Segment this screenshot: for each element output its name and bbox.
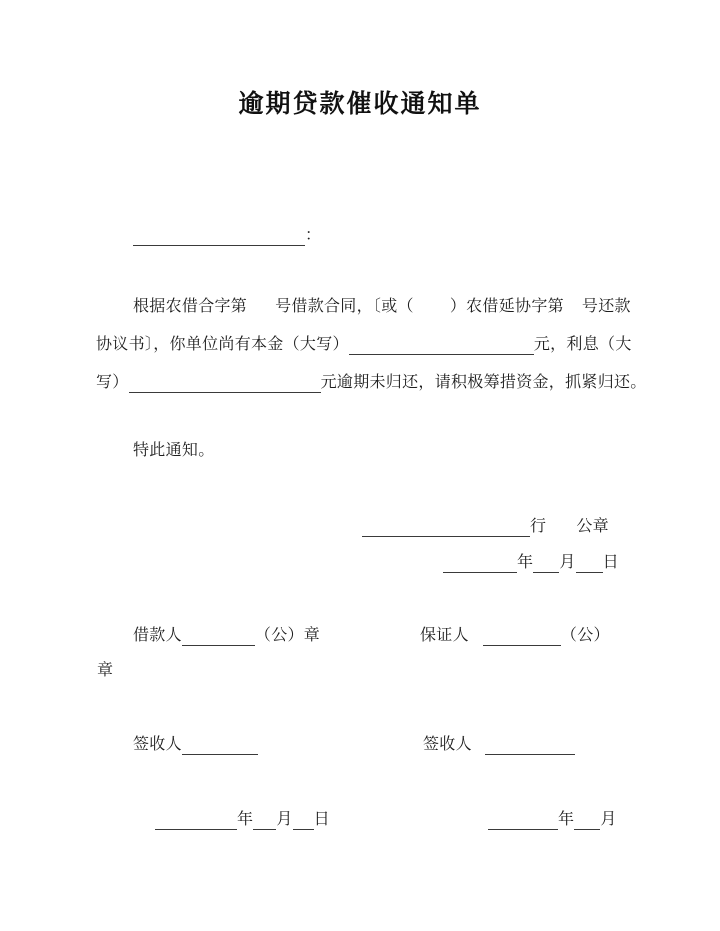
closing-line: [133, 441, 215, 461]
date-right-month-blank: [574, 812, 600, 830]
issuer-day-blank: [576, 555, 603, 573]
interest-amount-blank: [129, 375, 321, 393]
date-right-line: [488, 810, 617, 830]
bank-name-blank: [362, 519, 530, 537]
receiver-left-line: [133, 735, 258, 755]
issuer-date-line: [443, 553, 619, 573]
recipient-name-blank: [133, 228, 305, 246]
receiver-left-label: 签收人: [133, 736, 182, 753]
body-text-interest-prefix: 元，利息（大: [533, 336, 632, 353]
document-title: 逾期贷款催收通知单: [238, 90, 482, 118]
closing-text: 特此通知。: [133, 442, 215, 459]
contract-number-gap: [247, 316, 275, 317]
issuer-month-blank: [533, 555, 559, 573]
guarantor-name-blank: [483, 628, 561, 646]
body-text-repayment: 号还款: [581, 298, 631, 315]
issuer-day-label: 日: [602, 554, 619, 571]
receiver-left-name-blank: [182, 737, 258, 755]
body-text-contract-prefix: 根据农借合字第: [133, 298, 248, 315]
principal-amount-blank: [349, 337, 534, 355]
receiver-right-name-blank: [485, 737, 575, 755]
date-left-day-label: 日: [313, 811, 330, 828]
guarantor-seal-wrap-line: [97, 661, 113, 681]
date-right-year-blank: [488, 812, 558, 830]
salutation-colon: ：: [305, 227, 322, 244]
guarantor-label: 保证人: [420, 627, 469, 644]
issuer-line: [362, 517, 609, 537]
date-right-month-label: 月: [600, 811, 617, 828]
date-left-month-blank: [253, 812, 276, 830]
receiver-right-gap: [472, 754, 485, 755]
official-seal-label: 公章: [576, 518, 609, 535]
body-line-1: [133, 297, 631, 317]
date-left-year-blank: [155, 812, 237, 830]
agreement-number-gap: [564, 316, 582, 317]
issuer-year-blank: [443, 555, 517, 573]
body-line-3: [96, 373, 647, 393]
guarantor-line: [420, 626, 610, 646]
body-text-contract-mid: 号借款合同，〔或（: [275, 298, 414, 315]
guarantor-seal-wrap-label: 章: [97, 662, 114, 679]
borrower-name-blank: [182, 628, 255, 646]
parenthesis-gap: [414, 316, 450, 317]
receiver-right-label: 签收人: [423, 736, 472, 753]
date-right-year-label: 年: [558, 811, 575, 828]
guarantor-gap: [469, 645, 483, 646]
salutation-line: [133, 226, 321, 246]
body-text-interest-wrap: 写）: [96, 374, 129, 391]
body-line-2: [96, 335, 632, 355]
receiver-right-line: [423, 735, 575, 755]
date-left-year-label: 年: [237, 811, 254, 828]
date-left-line: [155, 810, 330, 830]
borrower-label: 借款人: [133, 627, 182, 644]
bank-seal-gap: [546, 536, 576, 537]
date-left-month-label: 月: [276, 811, 293, 828]
bank-suffix-label: 行: [530, 518, 547, 535]
date-left-day-blank: [293, 812, 314, 830]
body-text-agreement-prefix: ）农借延协字第: [449, 298, 564, 315]
body-text-overdue-notice: 元逾期未归还，请积极筹措资金，抓紧归还。: [320, 374, 647, 391]
body-text-principal-prefix: 协议书〕，你单位尚有本金（大写）: [96, 336, 349, 353]
guarantor-seal-label: （公）: [560, 627, 610, 644]
issuer-year-label: 年: [517, 554, 534, 571]
borrower-line: [133, 626, 320, 646]
issuer-month-label: 月: [559, 554, 576, 571]
borrower-seal-label: （公）章: [254, 627, 321, 644]
